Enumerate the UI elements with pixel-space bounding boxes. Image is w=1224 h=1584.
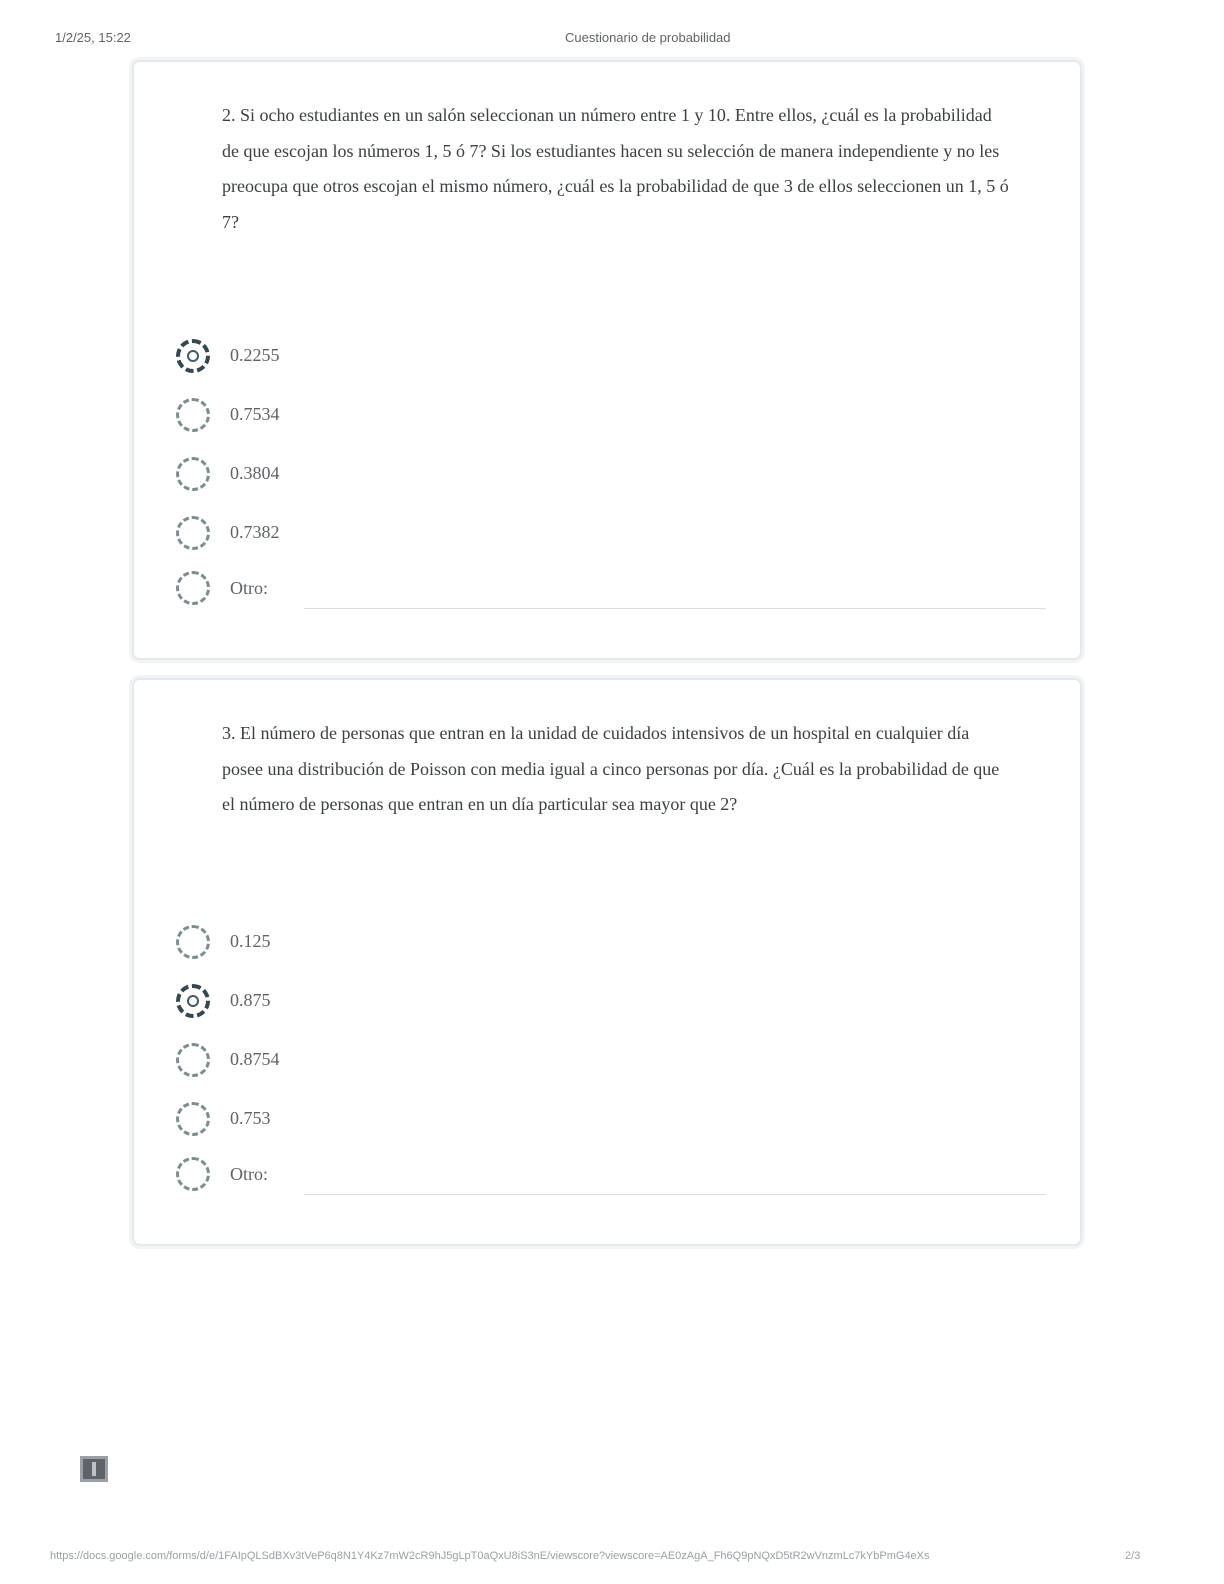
option-label: 0.7534 <box>230 404 280 424</box>
question-text: 3. El número de personas que entran en la unidad de cuidados intensivos de un hospital en cualquier día posee una distribución de Poisson con media igual a cinco personas por día. ¿Cuál es la probabilidad de que el número de personas que entran en un día particular sea mayor que 2? <box>222 723 1000 814</box>
option-label: 0.3804 <box>230 463 280 483</box>
radio-button-icon[interactable] <box>176 925 210 959</box>
other-label: Otro: <box>230 1163 268 1184</box>
print-title: Cuestionario de probabilidad <box>565 30 731 45</box>
options-group <box>176 912 1046 1200</box>
radio-button-icon[interactable] <box>176 457 210 491</box>
question-card <box>132 678 1082 1246</box>
option-label: 0.875 <box>230 990 271 1010</box>
option-label: 0.125 <box>230 931 271 951</box>
print-footer-url: https://docs.google.com/forms/d/e/1FAIpQLSdBXv3tVeP6q8N1Y4Kz7mW2cR9hJ5gLpT0aQxU8iS3nE/viewscore?viewscore=AE0zAgA_Fh6Q9pNQxD5tR2wVnzmLc7kYbPmG4eXs <box>50 1550 930 1562</box>
radio-button-icon[interactable] <box>176 1157 210 1191</box>
question-card <box>132 60 1082 660</box>
radio-option-other[interactable] <box>176 562 1046 614</box>
radio-button-icon[interactable] <box>176 571 210 605</box>
radio-option[interactable] <box>176 912 1046 971</box>
option-label: 0.753 <box>230 1108 271 1128</box>
radio-button-icon[interactable] <box>176 1102 210 1136</box>
radio-button-icon[interactable] <box>176 398 210 432</box>
radio-option[interactable] <box>176 444 1046 503</box>
radio-option[interactable] <box>176 503 1046 562</box>
radio-button-icon[interactable] <box>176 1043 210 1077</box>
radio-option[interactable] <box>176 971 1046 1030</box>
question-text: 2. Si ocho estudiantes en un salón seleccionan un número entre 1 y 10. Entre ellos, ¿cuál es la probabilidad de que escojan los números 1, 5 ó 7? Si los estudiantes hacen su selección de manera independiente y no les preocupa que otros escojan el mismo número, ¿cuál es la probabilidad de que 3 de ellos seleccionen un 1, 5 ó 7? <box>222 105 1009 232</box>
option-label: 0.2255 <box>230 345 280 365</box>
options-group <box>176 326 1046 614</box>
radio-button-selected-icon[interactable] <box>176 339 210 373</box>
other-label: Otro: <box>230 577 268 598</box>
print-page-number: 2/3 <box>1125 1550 1141 1562</box>
radio-option[interactable] <box>176 326 1046 385</box>
radio-option[interactable] <box>176 385 1046 444</box>
other-text-input[interactable] <box>304 608 1046 609</box>
radio-option-other[interactable] <box>176 1148 1046 1200</box>
forms-logo-icon <box>80 1456 108 1482</box>
radio-option[interactable] <box>176 1089 1046 1148</box>
radio-button-selected-icon[interactable] <box>176 984 210 1018</box>
option-label: 0.8754 <box>230 1049 280 1069</box>
option-label: 0.7382 <box>230 522 280 542</box>
print-date: 1/2/25, 15:22 <box>55 30 131 45</box>
radio-button-icon[interactable] <box>176 516 210 550</box>
radio-option[interactable] <box>176 1030 1046 1089</box>
other-text-input[interactable] <box>304 1194 1046 1195</box>
